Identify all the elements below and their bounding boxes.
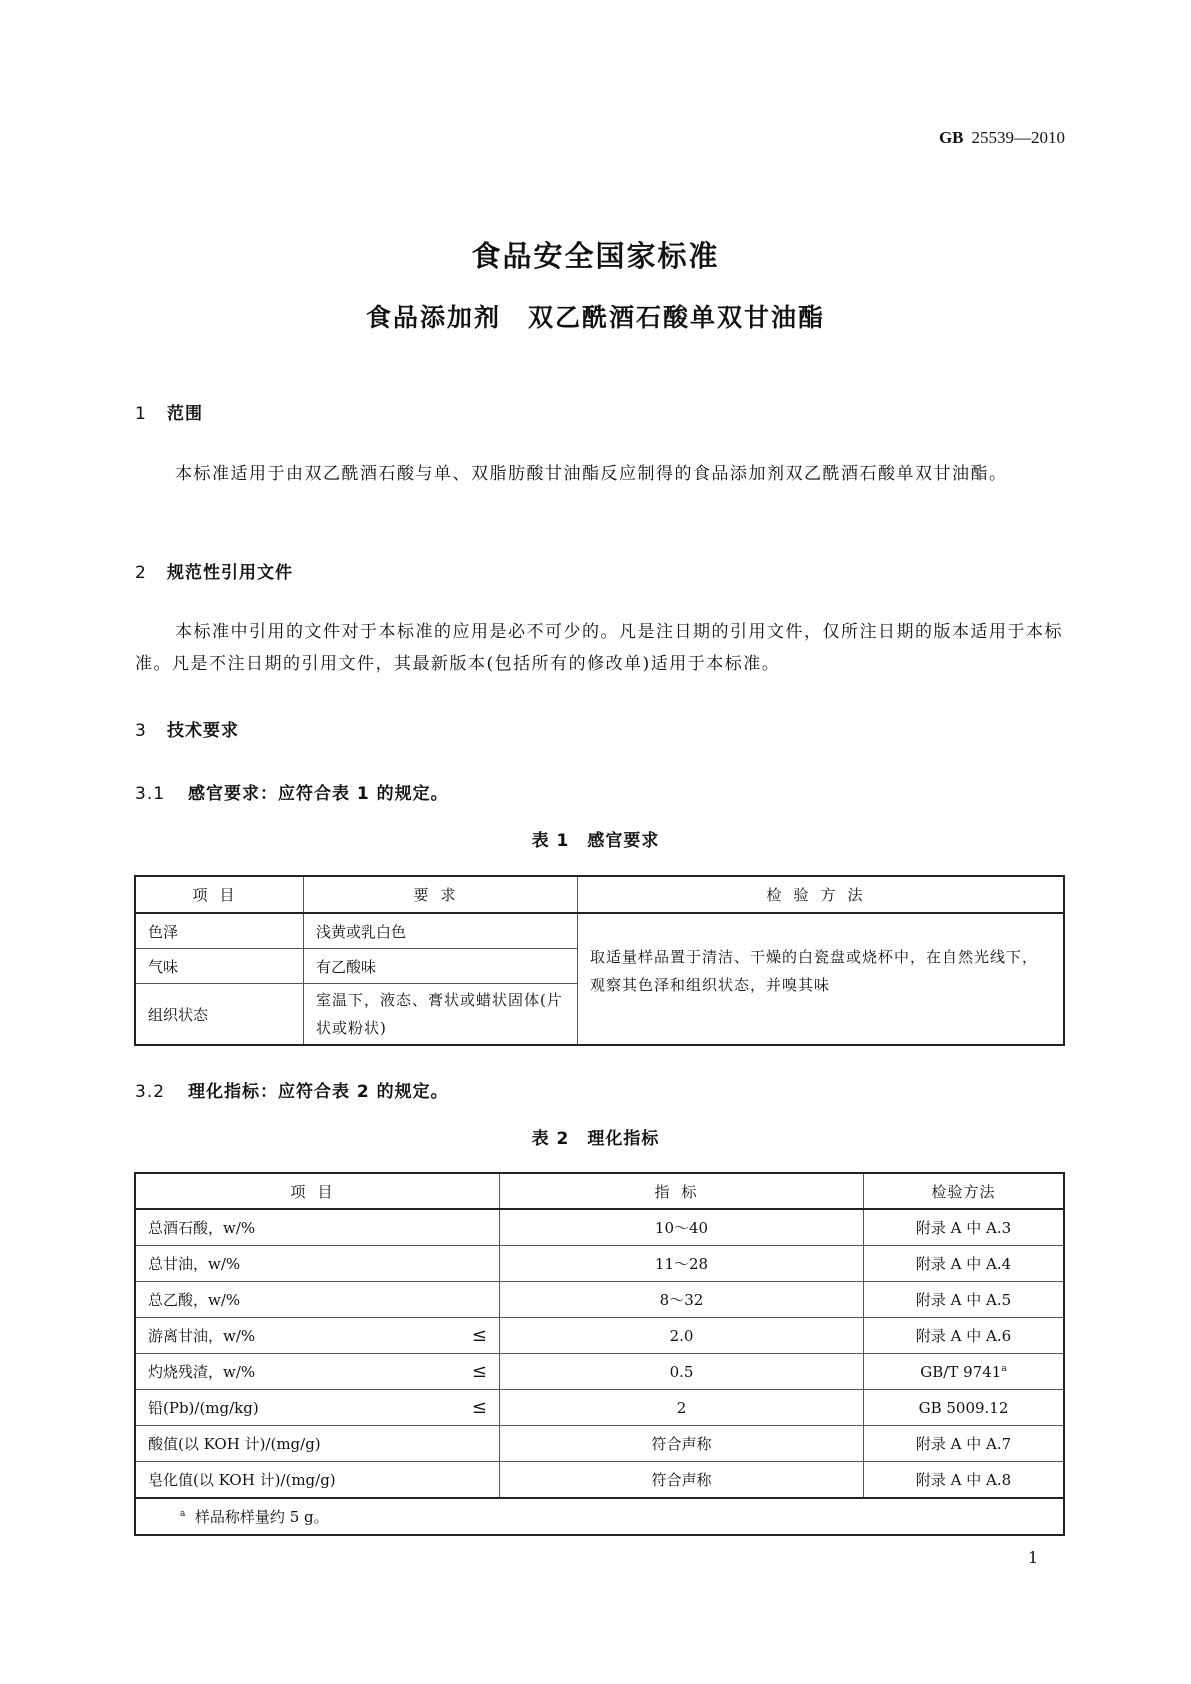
cell-value: 2.0 [500,1318,864,1354]
cell-method: 附录 A 中 A.7 [864,1426,1065,1462]
col-header-item: 项目 [135,876,304,913]
cell-item: 气味 [135,949,304,984]
col-header-item: 项目 [135,1173,500,1209]
table-footnote: $^a$ 样品称样量约 5 g。 [135,1498,1064,1535]
table-row [135,1426,1064,1462]
document-title: 食品安全国家标准 [471,239,720,273]
cell-item: 色泽 [135,913,304,949]
table-row [135,1354,1064,1390]
cell-item: 铅(Pb)/(mg/kg) ≤ [135,1390,500,1426]
cell-item: 组织状态 [135,984,304,1046]
section-1-text: 本标准适用于由双乙酰酒石酸与单、双脂肪酸甘油酯反应制得的食品添加剂双乙酰酒石酸单双甘油酯。 [175,464,1008,484]
less-equal-sign: ≤ [471,1397,487,1418]
cell-value: 8～32 [500,1282,864,1318]
section-3-2-heading: 3.2 理化指标：应符合表 2 的规定。 [135,1082,449,1102]
cell-item: 总乙酸，w/% [135,1282,500,1318]
less-equal-sign: ≤ [471,1361,487,1382]
col-header-value: 指标 [500,1173,864,1209]
sensory-requirements-table [134,875,1065,1046]
table-row [135,1462,1064,1499]
cell-method: 附录 A 中 A.8 [864,1462,1065,1499]
col-header-requirement: 要求 [304,876,578,913]
section-2-heading: 2 规范性引用文件 [135,563,293,583]
cell-value: 11～28 [500,1246,864,1282]
physicochemical-indicators-table [134,1172,1065,1536]
cell-value: 2 [500,1390,864,1426]
section-3-heading: 3 技术要求 [135,721,239,741]
cell-method: 附录 A 中 A.6 [864,1318,1065,1354]
cell-method: 取适量样品置于清洁、干燥的白瓷盘或烧杯中，在自然光线下，观察其色泽和组织状态，并嗅其味 [578,913,1065,1045]
cell-method: GB 5009.12 [864,1390,1065,1426]
cell-item: 皂化值(以 KOH 计)/(mg/g) [135,1462,500,1499]
page-number: 1 [1028,1548,1039,1567]
cell-method: 附录 A 中 A.3 [864,1209,1065,1246]
section-2-text: 本标准中引用的文件对于本标准的应用是必不可少的。凡是注日期的引用文件，仅所注日期的版本适用于本标准。凡是不注日期的引用文件，其最新版本(包括所有的修改单)适用于本标准。 [135,622,1063,674]
table-row [135,1209,1064,1246]
cell-requirement: 浅黄或乳白色 [304,913,578,949]
cell-value: 符合声称 [500,1426,864,1462]
cell-item: 总甘油，w/% [135,1246,500,1282]
document-subtitle: 食品添加剂 双乙酰酒石酸单双甘油酯 [365,303,825,332]
cell-method: 附录 A 中 A.4 [864,1246,1065,1282]
cell-value: 符合声称 [500,1462,864,1499]
cell-requirement: 有乙酸味 [304,949,578,984]
table-row [135,1390,1064,1426]
col-header-method: 检验方法 [864,1173,1065,1209]
table-footnote-row [135,1498,1064,1535]
col-header-method: 检验方法 [578,876,1065,913]
cell-value: 0.5 [500,1354,864,1390]
cell-method: GB/T 9741$^a$ [864,1354,1065,1390]
section-3-1-heading: 3.1 感官要求：应符合表 1 的规定。 [135,784,449,804]
cell-item: 总酒石酸，w/% [135,1209,500,1246]
cell-item: 灼烧残渣，w/% ≤ [135,1354,500,1390]
table-2-caption: 表 2 理化指标 [531,1129,660,1149]
cell-item: 游离甘油，w/% ≤ [135,1318,500,1354]
footnote-ref: a [1001,1363,1007,1374]
cell-method: 附录 A 中 A.5 [864,1282,1065,1318]
cell-value: 10～40 [500,1209,864,1246]
cell-item: 酸值(以 KOH 计)/(mg/g) [135,1426,500,1462]
table-row [135,1318,1064,1354]
table-row [135,1282,1064,1318]
section-1-heading: 1 范围 [135,404,203,424]
less-equal-sign: ≤ [471,1325,487,1346]
standard-code: GB 25539—2010 [938,128,1065,147]
table-row [135,1246,1064,1282]
table-row [135,913,1064,949]
table-1-caption: 表 1 感官要求 [531,831,660,851]
cell-requirement: 室温下，液态、膏状或蜡状固体(片状或粉状) [304,984,578,1046]
